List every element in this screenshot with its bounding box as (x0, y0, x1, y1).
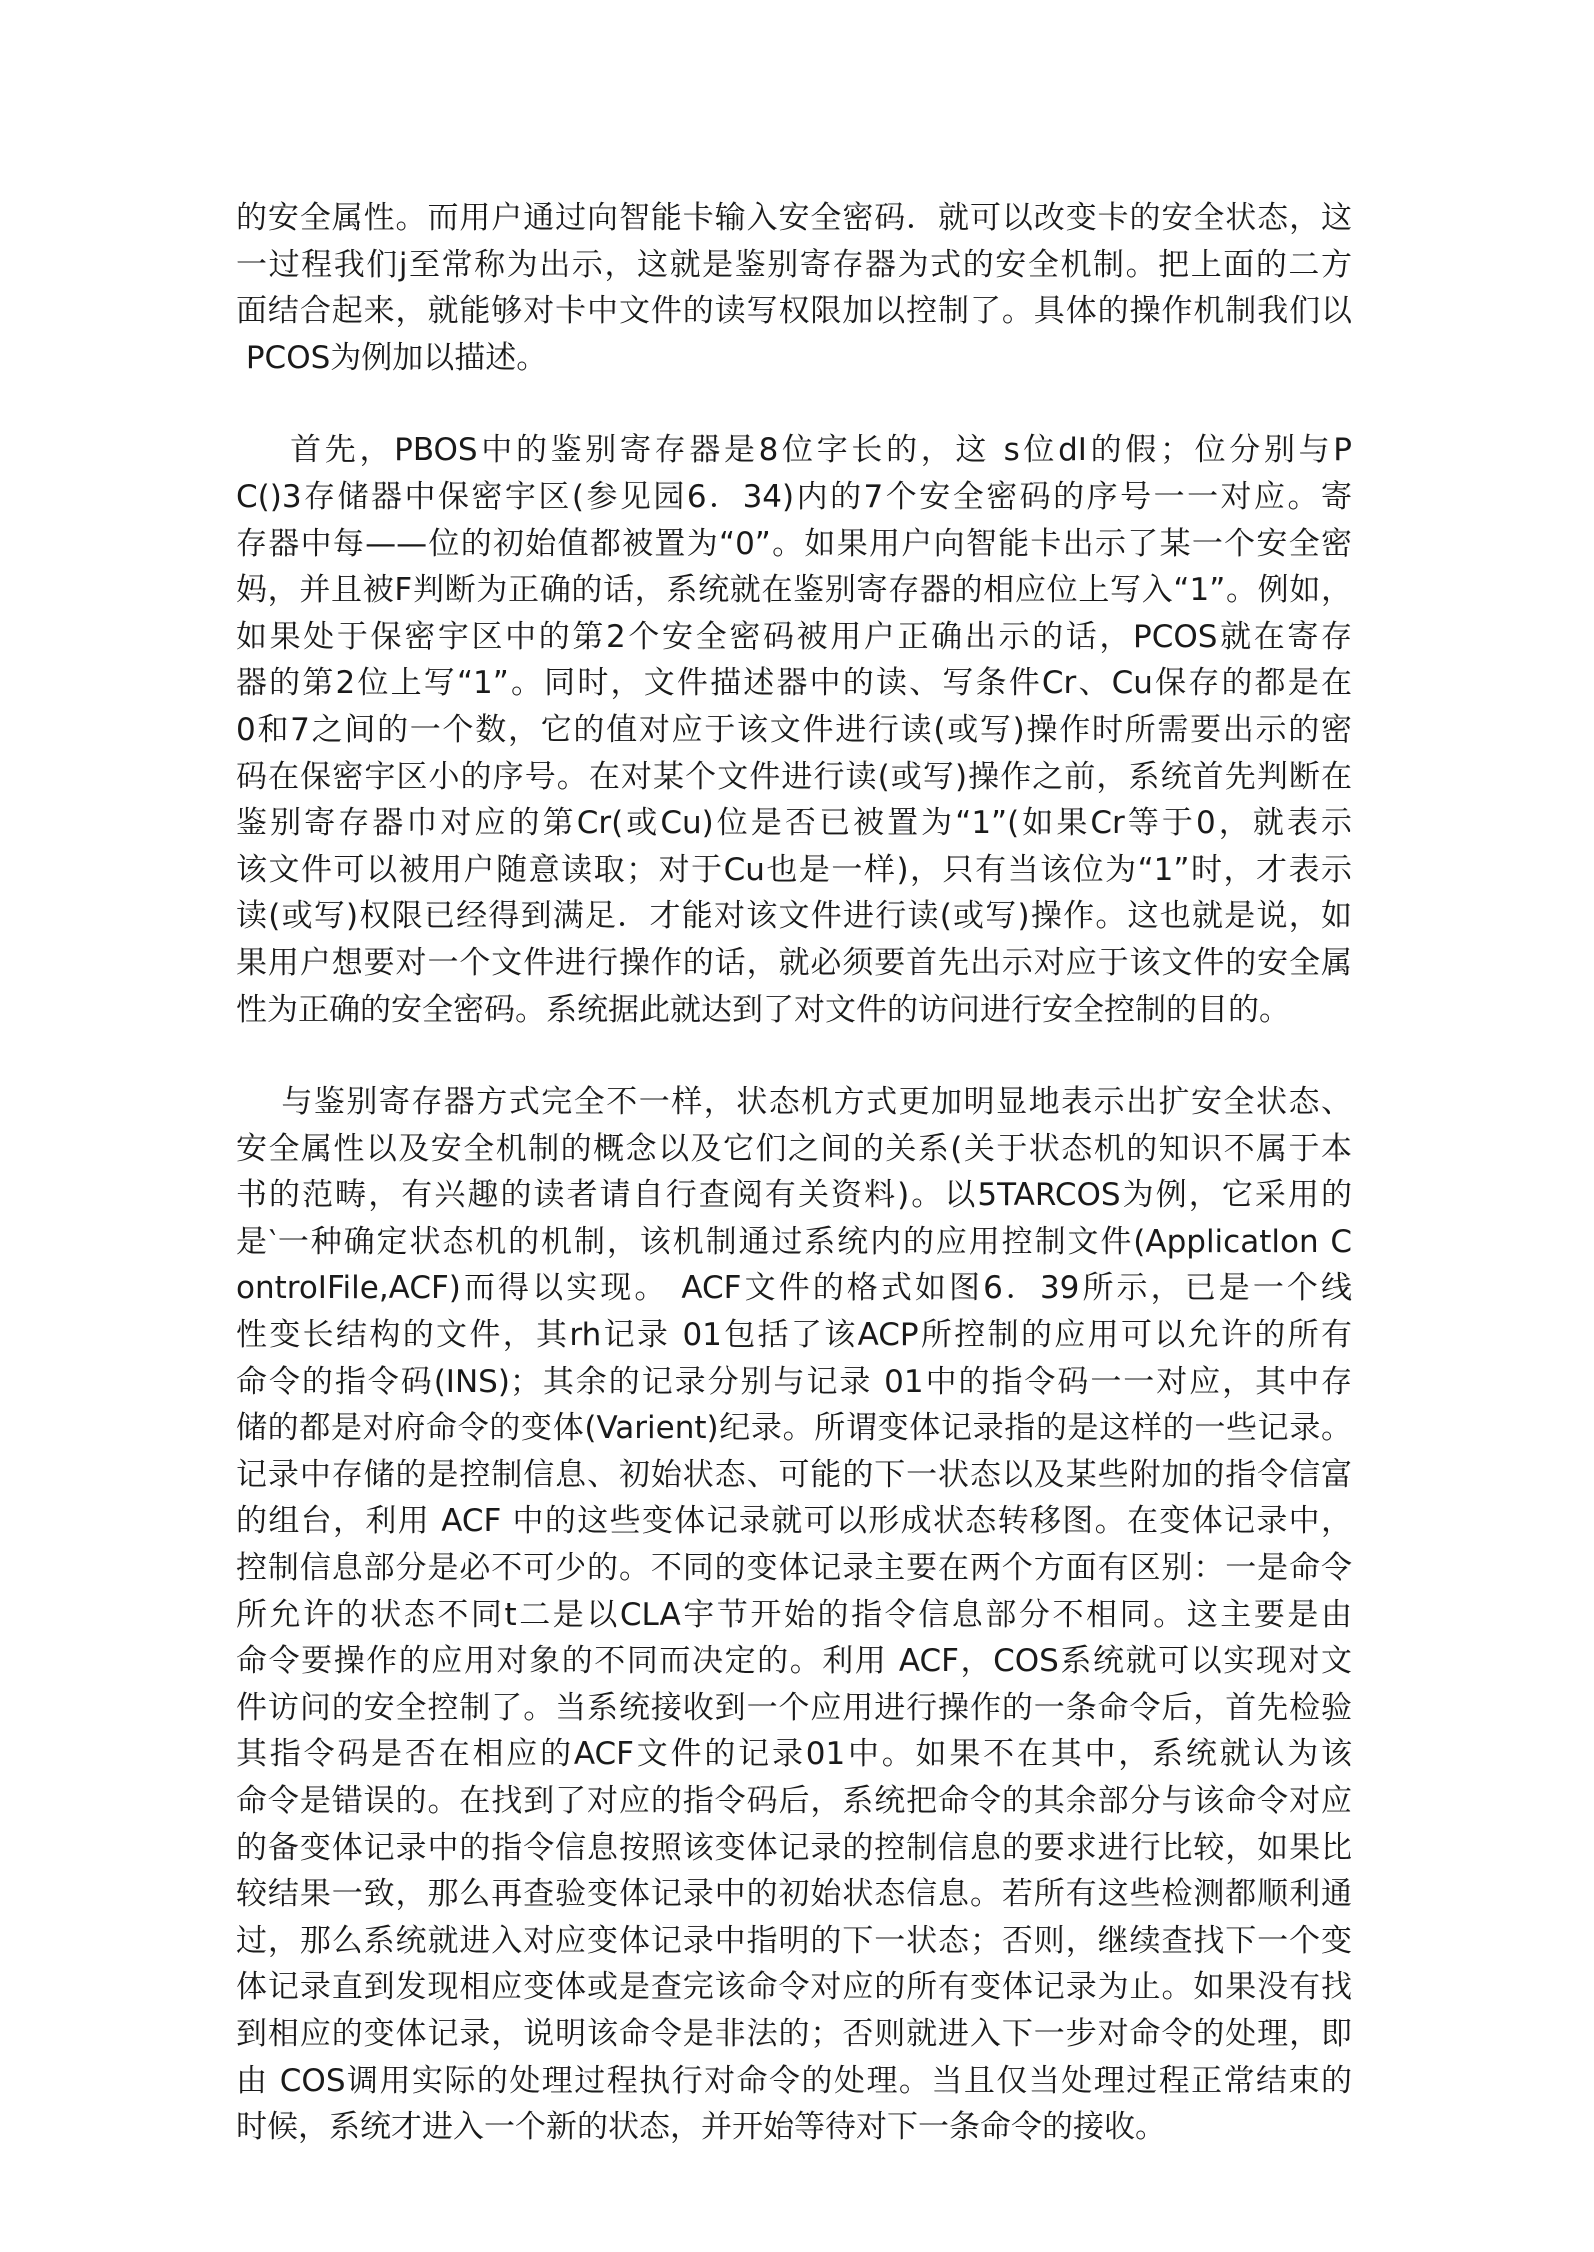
text-line: 储的都是对府命令的变体(Varient)纪录。所谓变体记录指的是这样的一些记录。 (236, 1410, 1352, 1447)
document-body (236, 195, 1352, 2151)
paragraph-gap (236, 381, 1352, 427)
text-line: 一过程我们j至常称为出示，这就是鉴别寄存器为式的安全机制。把上面的二方 (236, 246, 1352, 283)
text-line: 的组台，利用 ACF 中的这些变体记录就可以形成状态转移图。在变体记录中， (236, 1503, 1352, 1540)
text-line: 命令是错误的。在找到了对应的指令码后，系统把命令的其余部分与该命令对应 (236, 1783, 1352, 1819)
text-line: 与鉴别寄存器方式完全不一样，状态机方式更加明显地表示出扩安全状态、 (236, 1084, 1352, 1121)
text-line: 读(或写)权限已经得到满足．才能对该文件进行读(或写)操作。这也就是说，如 (236, 898, 1352, 935)
text-line: 过，那么系统就进入对应变体记录中指明的下一状态；否则，继续查找下一个变 (236, 1922, 1352, 1959)
text-line: 是‵一种确定状态机的机制，该机制通过系统内的应用控制文件(Applicatlon C (236, 1223, 1352, 1260)
text-line: 的安全属性。而用户通过向智能卡输入安全密码．就可以改变卡的安全状态，这 (236, 200, 1352, 236)
text-line: 面结合起来，就能够对卡中文件的读写权限加以控制了。具体的操作机制我们以 (236, 293, 1352, 330)
text-line: 由 COS调用实际的处理过程执行对命令的处理。当且仅当处理过程正常结束的 (236, 2062, 1352, 2099)
text-line: 如果处于保密宇区中的第2个安全密码被用户正确出示的话，PCOS就在寄存 (236, 618, 1352, 655)
text-line: PCOS为例加以描述。 (236, 339, 548, 376)
paragraph-1 (236, 195, 1352, 381)
text-line: 命令要操作的应用对象的不同而决定的。利用 ACF，COS系统就可以实现对文 (236, 1643, 1352, 1680)
text-line: 控制信息部分是必不可少的。不同的变体记录主要在两个方面有区别：一是命令 (236, 1550, 1352, 1587)
paragraph-3 (236, 1079, 1352, 2151)
text-line: 到相应的变体记录，说明该命令是非法的；否则就进入下一步对命令的处理，即 (236, 2015, 1352, 2052)
paragraph-2 (236, 427, 1352, 1033)
text-line: 0和7之间的一个数，它的值对应于该文件进行读(或写)操作时所需要出示的密 (236, 711, 1352, 748)
text-line: 性为正确的安全密码。系统据此就达到了对文件的访问进行安全控制的目的。 (236, 991, 1290, 1028)
text-line: 妈，并且被F判断为正确的话，系统就在鉴别寄存器的相应位上写入“1”。例如， (236, 572, 1352, 609)
text-line: C()3存储器中保密宇区(参见园6．34)内的7个安全密码的序号一一对应。寄 (236, 478, 1352, 515)
text-line: 该文件可以被用户随意读取；对于Cu也是一样)，只有当该位为“1”时，才表示 (236, 851, 1352, 888)
text-line: 命令的指令码(INS)；其余的记录分别与记录 01中的指令码一一对应，其中存 (236, 1363, 1352, 1400)
text-line: ontroIFile,ACF)而得以实现。 ACF文件的格式如图6．39所示，已是一个线 (236, 1270, 1352, 1307)
text-line: 器的第2位上写“1”。同时，文件描述器中的读、写条件Cr、Cu保存的都是在 (236, 665, 1352, 702)
text-line: 存器中每——位的初始值都被置为“0”。如果用户向智能卡出示了某一个安全密 (236, 525, 1352, 562)
text-line: 性变长结构的文件，其rh记录 01包括了该ACP所控制的应用可以允许的所有 (236, 1317, 1352, 1354)
text-line: 首先，PBOS中的鉴别寄存器是8位字长的，这 s位dI的假；位分别与P (236, 432, 1352, 469)
text-line: 体记录直到发现相应变体或是查完该命令对应的所有变体记录为止。如果没有找 (236, 1969, 1352, 2006)
text-line: 其指令码是否在相应的ACF文件的记录01中。如果不在其中，系统就认为该 (236, 1736, 1352, 1773)
text-line: 件访问的安全控制了。当系统接收到一个应用进行操作的一条命令后，首先检验 (236, 1689, 1352, 1726)
text-line: 记录中存储的是控制信息、初始状态、可能的下一状态以及某些附加的指令信富 (236, 1456, 1352, 1493)
text-line: 书的范畴，有兴趣的读者请自行查阅有关资料)。以5TARCOS为例，它采用的 (236, 1177, 1352, 1214)
text-line: 的备变体记录中的指令信息按照该变体记录的控制信息的要求进行比较，如果比 (236, 1829, 1352, 1866)
text-line: 安全属性以及安全机制的概念以及它们之间的关系(关于状态机的知识不属于本 (236, 1130, 1352, 1167)
text-line: 鉴别寄存器巾对应的第Cr(或Cu)位是否已被置为“1”(如果Cr等于0，就表示 (236, 805, 1352, 842)
text-line: 时候，系统才进入一个新的状态，并开始等待对下一条命令的接收。 (236, 2109, 1166, 2146)
text-line: 果用户想要对一个文件进行操作的话，就必须要首先出示对应于该文件的安全属 (236, 944, 1352, 981)
text-line: 所允许的状态不同t二是以CLA宇节开始的指令信息部分不相同。这主要是由 (236, 1596, 1352, 1633)
paragraph-gap (236, 1033, 1352, 1079)
text-line: 较结果一致，那么再查验变体记录中的初始状态信息。若所有这些检测都顺利通 (236, 1876, 1352, 1913)
text-line: 码在保密宇区小的序号。在对某个文件进行读(或写)操作之前，系统首先判断在 (236, 758, 1352, 795)
